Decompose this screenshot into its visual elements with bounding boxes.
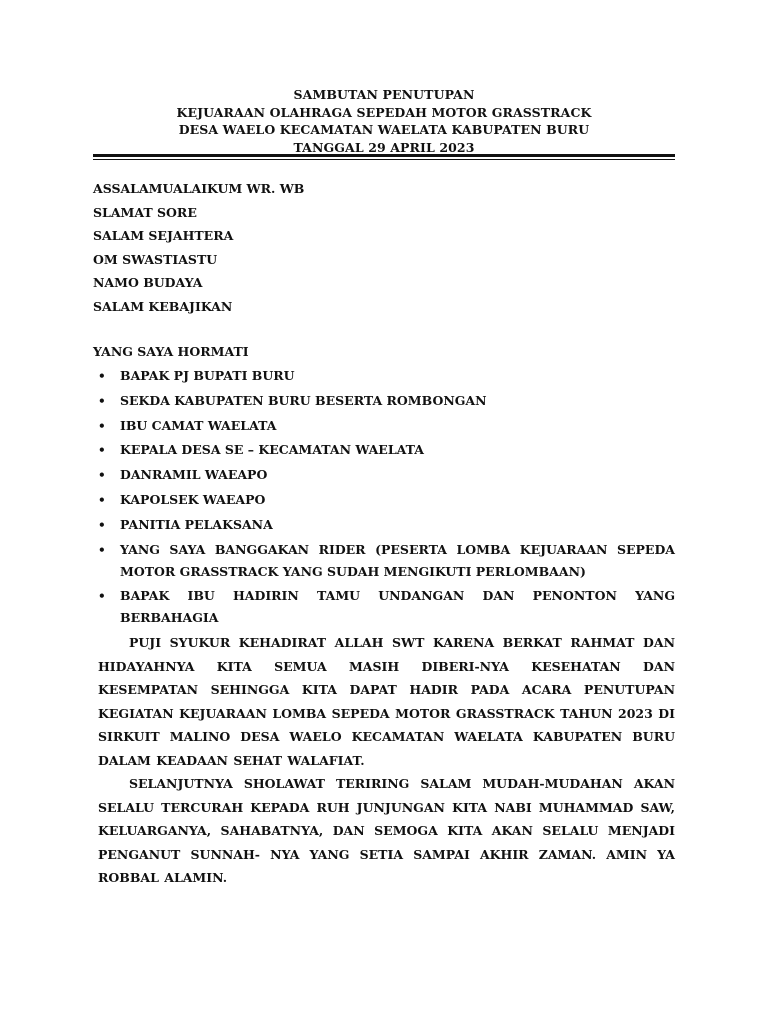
honored-list-item	[93, 585, 675, 629]
honored-item-text: BAPAK IBU HADIRIN TAMU UNDANGAN DAN PENONTON YANG BERBAHAGIA	[120, 588, 675, 626]
body-paragraph: PUJI SYUKUR KEHADIRAT ALLAH SWT KARENA BERKAT RAHMAT DAN HIDAYAHNYA KITA SEMUA MASIH DIBERI-NYA KESEHATAN DAN KESEMPATAN SEHINGGA KITA DAPAT HADIR PADA ACARA PENUTUPAN KEGIATAN KEJUARAAN LOMBA SEPEDA MOTOR GRASSTRACK TAHUN 2023 DI SIRKUIT MALINO DESA WAELO KECAMATAN WAELATA KABUPATEN BURU DALAM KEADAAN SEHAT WALAFIAT.	[98, 635, 675, 768]
bullet-icon: •	[98, 517, 106, 532]
bullet-icon: •	[98, 443, 106, 458]
honored-item-text: DANRAMIL WAEAPO	[120, 467, 268, 483]
bullet-icon: •	[98, 589, 106, 604]
header-divider-thick	[93, 154, 675, 157]
honored-list-item	[93, 365, 675, 387]
greeting-line: SALAM SEJAHTERA	[93, 228, 234, 243]
bullet-icon: •	[98, 542, 106, 557]
greeting-line: SLAMAT SORE	[93, 204, 197, 220]
speech-body	[98, 631, 675, 890]
honored-item-text: YANG SAYA BANGGAKAN RIDER (PESERTA LOMBA KEJUARAAN SEPEDA MOTOR GRASSTRACK YANG SUDAH MENGIKUTI PERLOMBAAN)	[120, 541, 675, 579]
header-location: DESA WAELO KECAMATAN WAELATA KABUPATEN BURU	[178, 122, 590, 137]
honored-item-text: PANITIA PELAKSANA	[120, 516, 273, 532]
honored-item-text: SEKDA KABUPATEN BURU BESERTA ROMBONGAN	[120, 392, 487, 408]
bullet-icon: •	[98, 369, 106, 383]
document-header	[93, 86, 675, 156]
honored-list-item	[93, 514, 675, 536]
honored-list-item	[93, 539, 675, 583]
greeting-line: SALAM KEBAJIKAN	[93, 298, 233, 314]
header-event: KEJUARAAN OLAHRAGA SEPEDAH MOTOR GRASSTRACK	[176, 104, 592, 120]
honored-heading: YANG SAYA HORMATI	[93, 344, 249, 359]
honored-list-item	[93, 415, 675, 437]
greeting-line: ASSALAMUALAIKUM WR. WB	[93, 181, 305, 196]
bullet-icon: •	[98, 492, 106, 507]
honored-list	[93, 365, 675, 632]
body-paragraph: SELANJUTNYA SHOLAWAT TERIRING SALAM MUDAH-MUDAHAN AKAN SELALU TERCURAH KEPADA RUH JUNJUNGAN KITA NABI MUHAMMAD SAW, KELUARGANYA, SAHABATNYA, DAN SEMOGA KITA AKAN SELALU MENJADI PENGANUT SUNNAH- NYA YANG SETIA SAMPAI AKHIR ZAMAN. AMIN YA ROBBAL ALAMIN.	[98, 776, 675, 885]
honored-item-text: BAPAK PJ BUPATI BURU	[120, 368, 295, 383]
honored-item-text: KAPOLSEK WAEAPO	[120, 491, 266, 507]
greetings-block	[93, 177, 304, 318]
honored-item-text: KEPALA DESA SE – KECAMATAN WAELATA	[120, 442, 424, 458]
header-date: TANGGAL 29 APRIL 2023	[293, 139, 475, 155]
greeting-line: NAMO BUDAYA	[93, 275, 203, 290]
honored-list-item	[93, 489, 675, 511]
honored-item-text: IBU CAMAT WAELATA	[120, 417, 277, 433]
header-divider-thin	[93, 159, 675, 160]
bullet-icon: •	[98, 393, 106, 408]
honored-list-item	[93, 390, 675, 412]
honored-list-item	[93, 464, 675, 486]
greeting-line: OM SWASTIASTU	[93, 251, 218, 267]
honored-list-item	[93, 439, 675, 461]
bullet-icon: •	[98, 418, 106, 433]
bullet-icon: •	[98, 468, 106, 483]
header-title: SAMBUTAN PENUTUPAN	[293, 87, 475, 102]
